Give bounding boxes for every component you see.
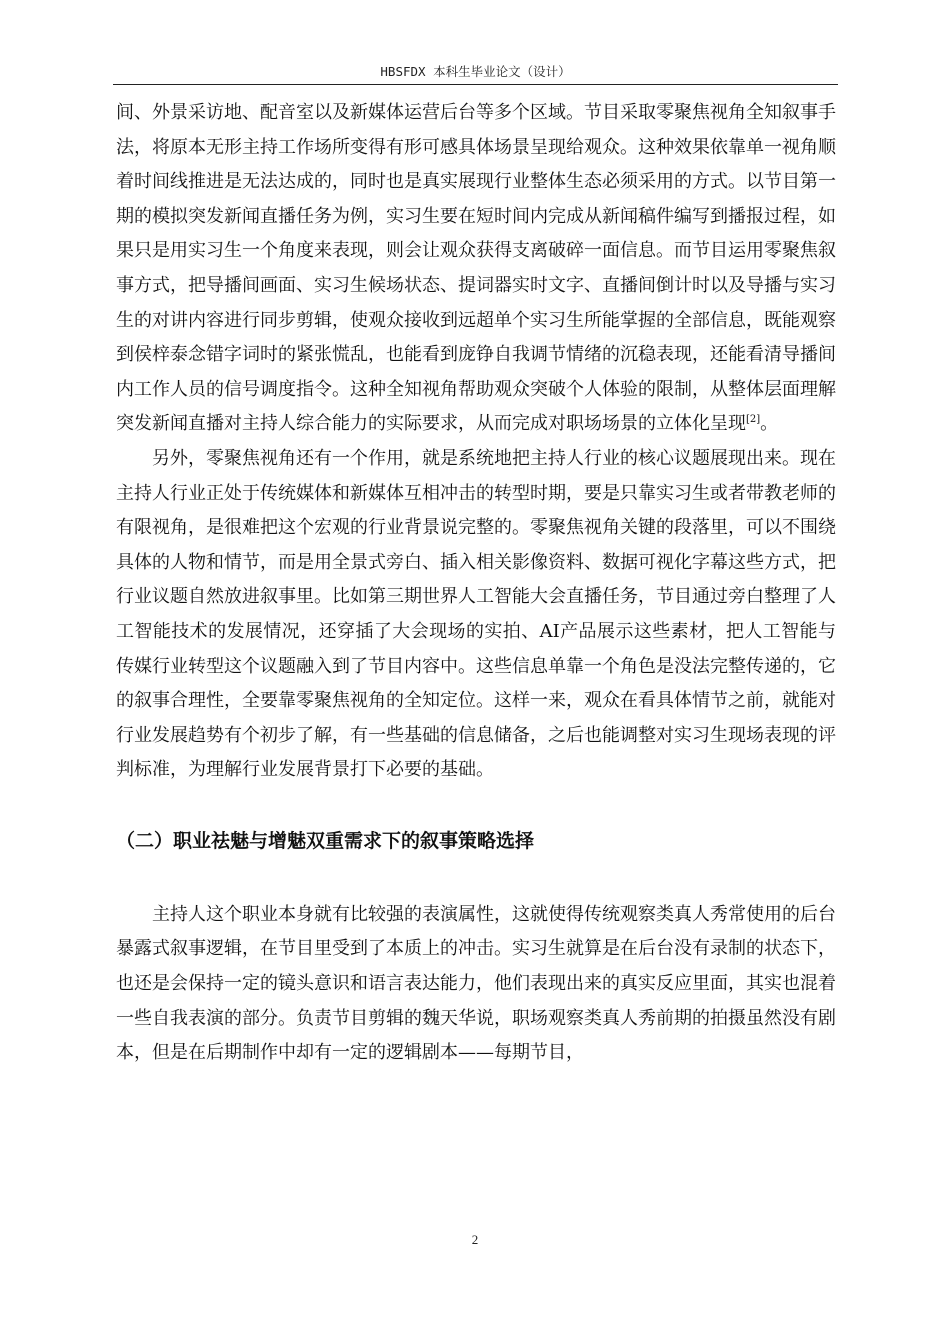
page-number: 2 bbox=[471, 1232, 479, 1247]
paragraph-1-end: 。 bbox=[760, 413, 779, 435]
paragraph-1 bbox=[116, 96, 836, 442]
section-heading: （二）职业祛魅与增魅双重需求下的叙事策略选择 bbox=[116, 829, 535, 852]
header-divider bbox=[113, 84, 838, 85]
citation-ref[interactable]: [2] bbox=[746, 414, 761, 426]
paragraph-3: 主持人这个职业本身就有比较强的表演属性，这就使得传统观察类真人秀常使用的后台暴露式叙事逻辑，在节目里受到了本质上的冲击。实习生就算是在后台没有录制的状态下，也还是会保持一定的镜头意识和语言表达能力，他们表现出来的真实反应里面，其实也混着一些自我表演的部分。负责节目剪辑的魏天华说，职场观察类真人秀前期的拍摄虽然没有剧本，但是在后期制作中却有一定的逻辑剧本——每期节目， bbox=[116, 903, 836, 1064]
paragraph-1-text: 间、外景采访地、配音室以及新媒体运营后台等多个区域。节目采取零聚焦视角全知叙事手法，将原本无形主持工作场所变得有形可感具体场景呈现给观众。这种效果依靠单一视角顺着时间线推进是无法达成的，同时也是真实展现行业整体生态必须采用的方式。以节目第一期的模拟突发新闻直播任务为例，实习生要在短时间内完成从新闻稿件编写到播报过程，如果只是用实习生一个角度来表现，则会让观众获得支离破碎一面信息。而节目运用零聚焦叙事方式，把导播间画面、实习生候场状态、提词器实时文字、直播间倒计时以及导播与实习生的对讲内容进行同步剪辑，使观众接收到远超单个实习生所能掌握的全部信息，既能观察到侯梓泰念错字词时的紧张慌乱，也能看到庞铮自我调节情绪的沉稳表现，还能看清导播间内工作人员的信号调度指令。这种全知视角帮助观众突破个人体验的限制，从整体层面理解突发新闻直播对主持人综合能力的实际要求，从而完成对职场场景的立体化呈现 bbox=[116, 102, 836, 435]
running-header: HBSFDX 本科生毕业论文（设计） bbox=[380, 64, 571, 79]
paragraph-2: 另外，零聚焦视角还有一个作用，就是系统地把主持人行业的核心议题展现出来。现在主持人行业正处于传统媒体和新媒体互相冲击的转型时期，要是只靠实习生或者带教老师的有限视角，是很难把这个宏观的行业背景说完整的。零聚焦视角关键的段落里，可以不围绕具体的人物和情节，而是用全景式旁白、插入相关影像资料、数据可视化字幕这些方式，把行业议题自然放进叙事里。比如第三期世界人工智能大会直播任务，节目通过旁白整理了人工智能技术的发展情况，还穿插了大会现场的实拍、AI产品展示这些素材，把人工智能与传媒行业转型这个议题融入到了节目内容中。这些信息单靠一个角色是没法完整传递的，它的叙事合理性，全要靠零聚焦视角的全知定位。这样一来，观众在看具体情节之前，就能对行业发展趋势有个初步了解，有一些基础的信息储备，之后也能调整对实习生现场表现的评判标准，为理解行业发展背景打下必要的基础。 bbox=[116, 447, 836, 781]
document-body bbox=[116, 96, 836, 1071]
